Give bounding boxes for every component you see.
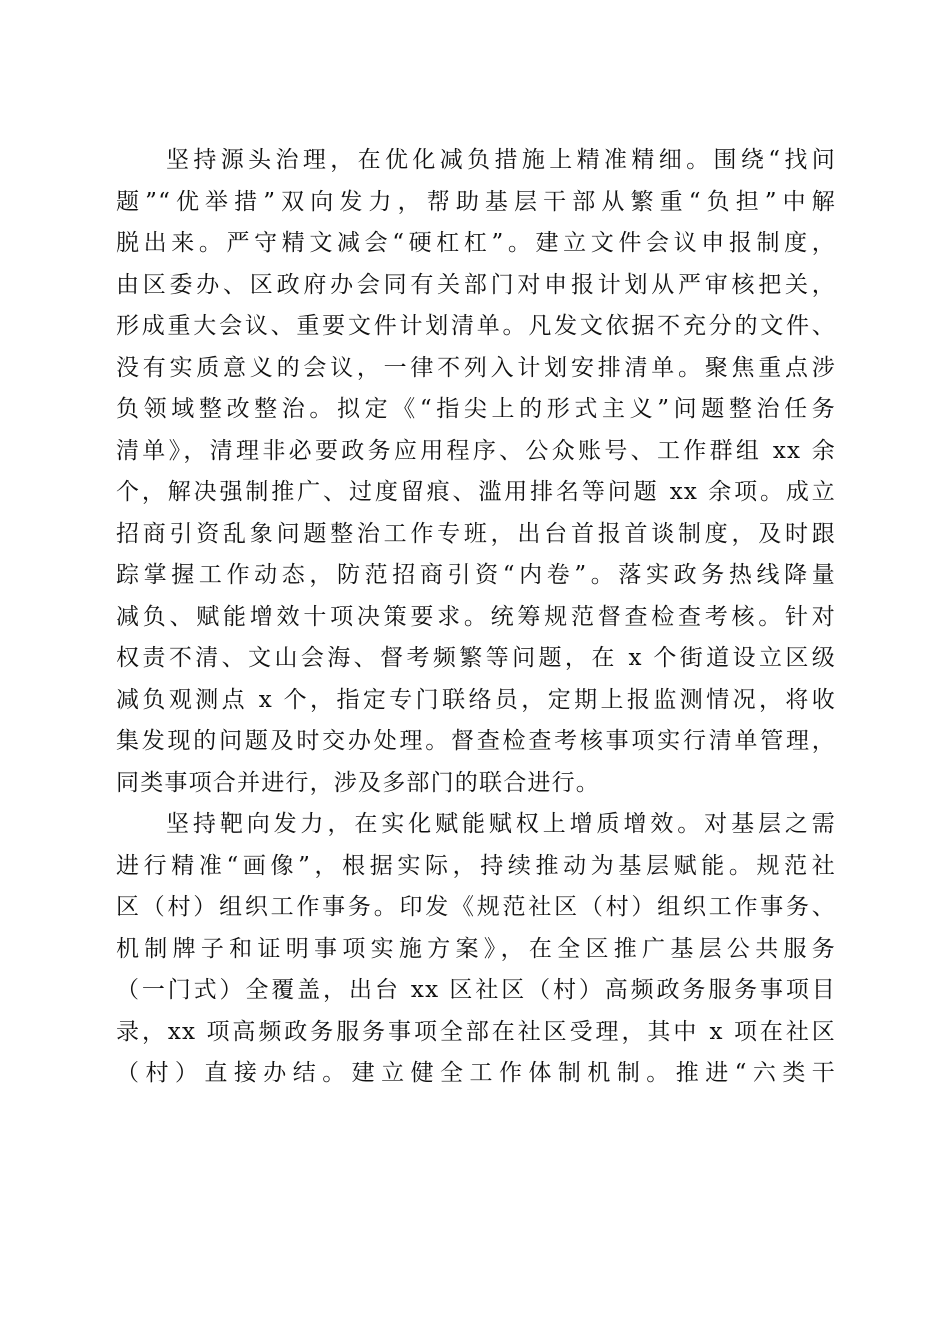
text-line: 坚持源头治理，在优化减负措施上精准精细。围绕“找问 xyxy=(166,147,836,173)
text-line: 负领域整改整治。拟定《“指尖上的形式主义”问题整治任务 xyxy=(116,396,836,422)
text-line: 形成重大会议、重要文件计划清单。凡发文依据不充分的文件、 xyxy=(116,313,836,339)
text-line: （村）直接办结。建立健全工作体制机制。推进“六类干 xyxy=(116,1060,836,1086)
text-line: 录，xx 项高频政务服务事项全部在社区受理，其中 x 项在社区 xyxy=(116,1018,836,1045)
text-line: 没有实质意义的会议，一律不列入计划安排清单。聚焦重点涉 xyxy=(116,354,836,381)
text-line: 权责不清、文山会海、督考频繁等问题，在 x 个街道设立区级 xyxy=(116,645,836,671)
text-line: （一门式）全覆盖，出台 xx 区社区（村）高频政务服务事项目 xyxy=(116,977,836,1003)
text-line: 减负、赋能增效十项决策要求。统筹规范督查检查考核。针对 xyxy=(116,603,836,630)
text-line: 由区委办、区政府办会同有关部门对申报计划从严审核把关， xyxy=(116,271,836,298)
text-line: 进行精准“画像”，根据实际，持续推动为基层赋能。规范社 xyxy=(116,852,836,879)
text-line: 招商引资乱象问题整治工作专班，出台首报首谈制度，及时跟 xyxy=(116,520,836,547)
text-line: 同类事项合并进行，涉及多部门的联合进行。 xyxy=(116,769,600,796)
text-line: 区（村）组织工作事务。印发《规范社区（村）组织工作事务、 xyxy=(116,894,836,920)
text-line: 踪掌握工作动态，防范招商引资“内卷”。落实政务热线降量 xyxy=(116,562,836,588)
document-body xyxy=(116,140,836,1095)
paragraph-source-governance xyxy=(116,140,836,804)
text-line: 集发现的问题及时交办处理。督查检查考核事项实行清单管理， xyxy=(116,728,836,754)
text-line: 减负观测点 x 个，指定专门联络员，定期上报监测情况，将收 xyxy=(116,686,836,713)
text-line: 题”“优举措”双向发力，帮助基层干部从繁重“负担”中解 xyxy=(116,188,836,215)
text-line: 机制牌子和证明事项实施方案》，在全区推广基层公共服务 xyxy=(116,935,836,962)
text-line: 脱出来。严守精文减会“硬杠杠”。建立文件会议申报制度， xyxy=(116,230,836,256)
text-line: 清单》，清理非必要政务应用程序、公众账号、工作群组 xx 余 xyxy=(116,437,836,464)
text-line: 个，解决强制推广、过度留痕、滥用排名等问题 xx 余项。成立 xyxy=(116,479,836,505)
paragraph-targeted-empowerment xyxy=(116,804,836,1095)
text-line: 坚持靶向发力，在实化赋能赋权上增质增效。对基层之需 xyxy=(166,811,836,837)
